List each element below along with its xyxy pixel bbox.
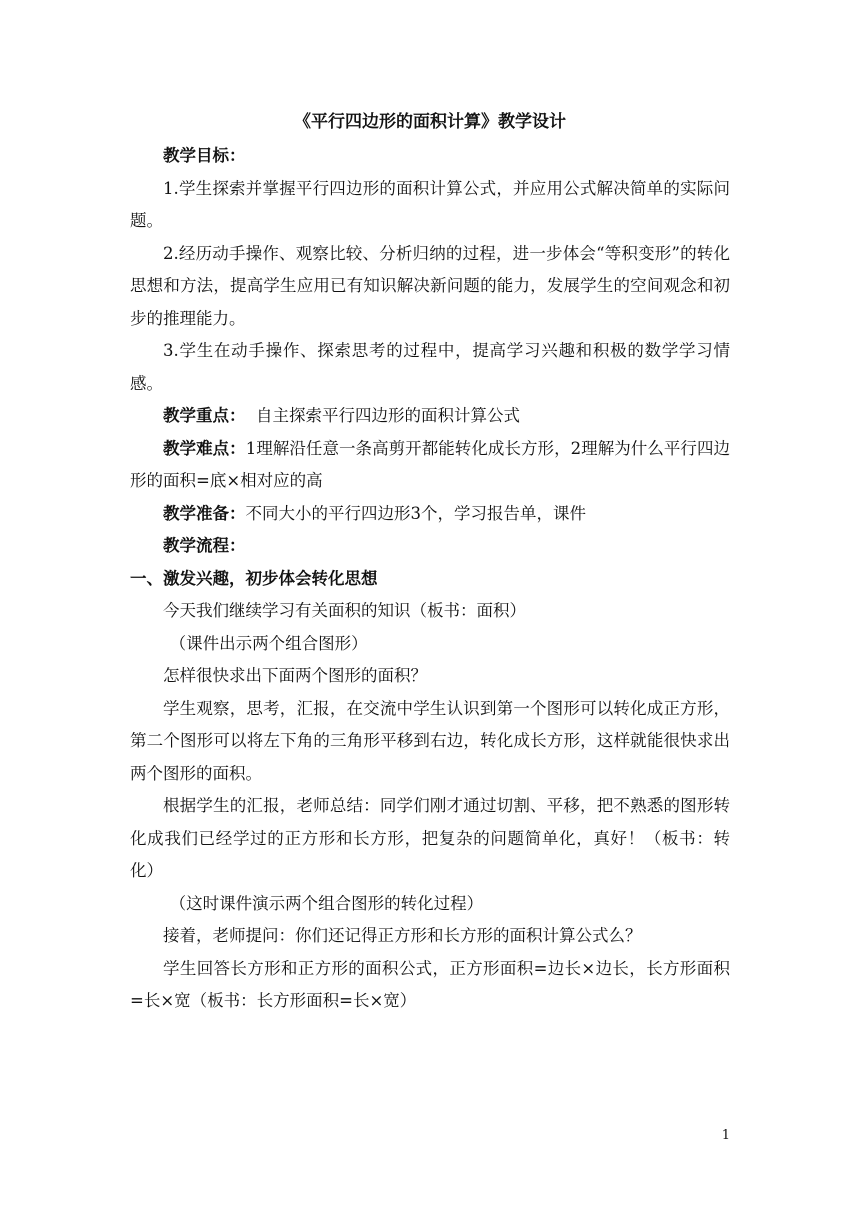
preparation-label: 教学准备：: [163, 503, 246, 523]
key-point-text: 自主探索平行四边形的面积计算公式: [245, 406, 520, 425]
difficulty-text: 1理解沿任意一条高剪开都能转化成长方形，2理解为什么平行四边形的面积=底×相对应的高: [130, 438, 731, 490]
document-body: [130, 140, 730, 1018]
objectives-heading-text: 教学目标：: [163, 146, 246, 165]
preparation: [130, 498, 730, 531]
objective-item-3: 3.学生在动手操作、探索思考的过程中，提高学习兴趣和积极的数学学习情感。: [130, 341, 730, 393]
document-title: 《平行四边形的面积计算》教学设计: [294, 112, 566, 132]
process-heading-text: 教学流程：: [163, 536, 246, 555]
process-paragraph-3: 怎样很快求出下面两个图形的面积？: [163, 666, 427, 685]
section-1-title: 一、激发兴趣，初步体会转化思想: [130, 568, 378, 588]
process-paragraph-8: 学生回答长方形和正方形的面积公式，正方形面积=边长×边长，长方形面积=长×宽（板书：长方形面积=长×宽）: [130, 958, 730, 1010]
process-paragraph-5: 根据学生的汇报，老师总结：同学们刚才通过切割、平移，把不熟悉的图形转化成我们已经学过的正方形和长方形，把复杂的问题简单化，真好！（板书：转化）: [130, 796, 730, 880]
process-paragraph-4: 学生观察，思考，汇报，在交流中学生认识到第一个图形可以转化成正方形，第二个图形可以将左下角的三角形平移到右边，转化成长方形，这样就能很快求出两个图形的面积。: [130, 698, 730, 783]
key-point-label: 教学重点：: [163, 406, 246, 425]
objective-item-2: 2.经历动手操作、观察比较、分析归纳的过程，进一步体会“等积变形”的转化思想和方法，提高学生应用已有知识解决新问题的能力，发展学生的空间观念和初步的推理能力。: [130, 243, 730, 328]
objectives-heading: [130, 140, 730, 173]
objective-item-1: 1.学生探索并掌握平行四边形的面积计算公式，并应用公式解决简单的实际问题。: [130, 178, 730, 230]
process-paragraph-1: 今天我们继续学习有关面积的知识（板书：面积）: [163, 601, 526, 620]
difficulty: [130, 433, 730, 498]
key-point: [130, 400, 730, 433]
process-paragraph-6: （这时课件演示两个组合图形的转化过程）: [169, 893, 484, 913]
process-paragraph-2: （课件出示两个组合图形）: [169, 633, 368, 653]
preparation-text: 不同大小的平行四边形3个，学习报告单，课件: [245, 503, 586, 523]
process-heading: [130, 530, 730, 563]
process-paragraph-7: 接着，老师提问：你们还记得正方形和长方形的面积计算公式么？: [163, 926, 642, 945]
page-number: 1: [721, 1128, 730, 1143]
difficulty-label: 教学难点：: [163, 438, 246, 458]
